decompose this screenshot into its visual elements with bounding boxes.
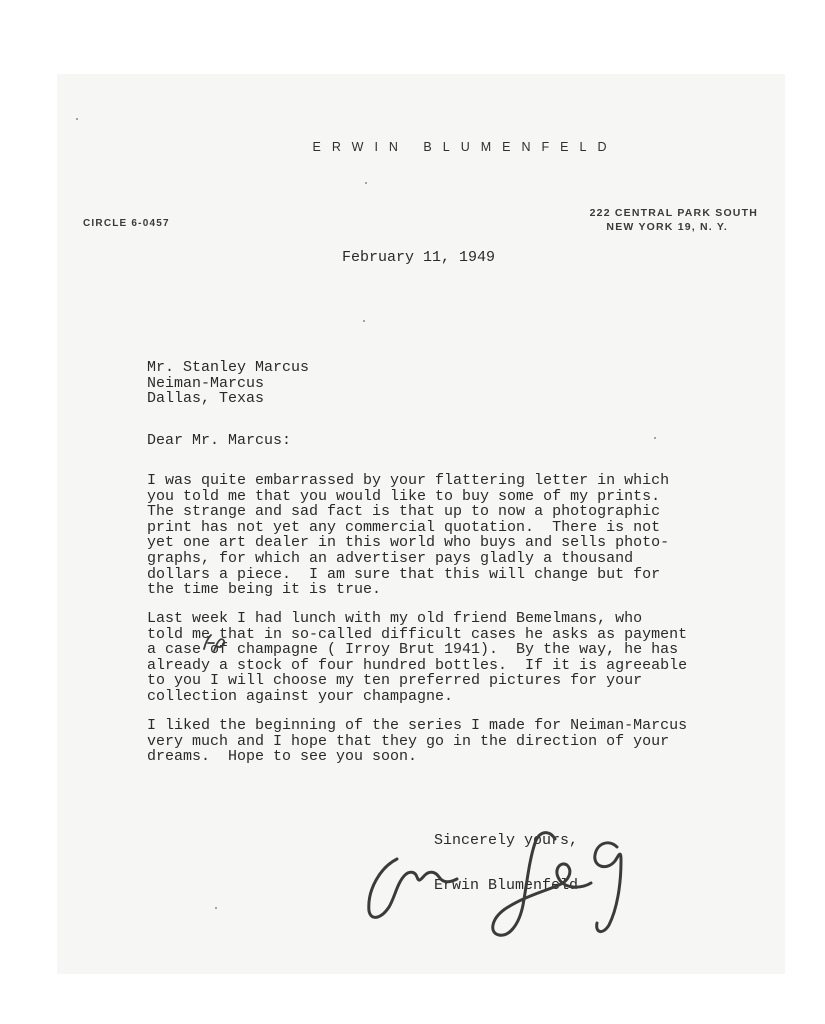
body-line: The strange and sad fact is that up to now a photographic — [147, 503, 661, 521]
paper-speck — [654, 437, 656, 439]
recipient-line: Neiman-Marcus — [147, 374, 265, 392]
body-line: dreams. Hope to see you soon. — [147, 748, 418, 766]
letterhead-name: ERWIN BLUMENFELD — [312, 140, 618, 154]
body-line: to you I will choose my ten preferred pictures for your — [147, 672, 643, 690]
closing: Sincerely yours, — [434, 832, 579, 849]
body-line: told me that in so-called difficult cases he asks as payment — [147, 625, 688, 643]
paper-speck — [365, 182, 367, 184]
salutation: Dear Mr. Marcus: — [147, 432, 292, 449]
paragraph-1 — [147, 473, 669, 598]
body-line: dollars a piece. I am sure that this will change but for — [147, 565, 661, 583]
body-line: the time being it is true. — [147, 581, 382, 599]
paragraph-3 — [147, 718, 687, 765]
recipient-block — [147, 360, 309, 407]
handwritten-correction — [200, 631, 228, 655]
body-line: graphs, for which an advertiser pays gladly a thousand — [147, 549, 634, 567]
body-line: yet one art dealer in this world who buys and sells photo- — [147, 534, 670, 552]
address-line-1: 222 CENTRAL PARK SOUTH — [589, 207, 758, 219]
address-line-2: NEW YORK 19, N. Y. — [606, 221, 728, 233]
body-line: you told me that you would like to buy some of my prints. — [147, 487, 661, 505]
body-line: collection against your champagne. — [147, 687, 454, 705]
body-line: I liked the beginning of the series I made for Neiman-Marcus — [147, 717, 688, 734]
body-line: a case of champagne ( Irroy Brut 1941). By the way, he has — [147, 641, 679, 659]
paper-speck — [363, 320, 365, 322]
handwritten-signature — [359, 809, 649, 939]
body-line: print has not yet any commercial quotation. There is not — [147, 518, 661, 536]
letter-sheet — [57, 74, 785, 974]
letterhead-phone: CIRCLE 6-0457 — [83, 218, 170, 229]
body-line: I was quite embarrassed by your flattering letter in which — [147, 472, 670, 489]
letterhead-address — [590, 206, 758, 234]
body-line: already a stock of four hundred bottles. If it is agreeable — [147, 656, 688, 674]
recipient-line: Dallas, Texas — [147, 390, 265, 408]
body-line: Last week I had lunch with my old friend Bemelmans, who — [147, 610, 643, 627]
signer-name: Erwin Blumenfeld — [434, 877, 579, 894]
paper-speck — [76, 118, 78, 120]
body-line: very much and I hope that they go in the direction of your — [147, 732, 670, 750]
paper-speck — [215, 907, 217, 909]
letter-date: February 11, 1949 — [342, 249, 496, 266]
recipient-line: Mr. Stanley Marcus — [147, 359, 310, 376]
paragraph-2 — [147, 611, 687, 705]
